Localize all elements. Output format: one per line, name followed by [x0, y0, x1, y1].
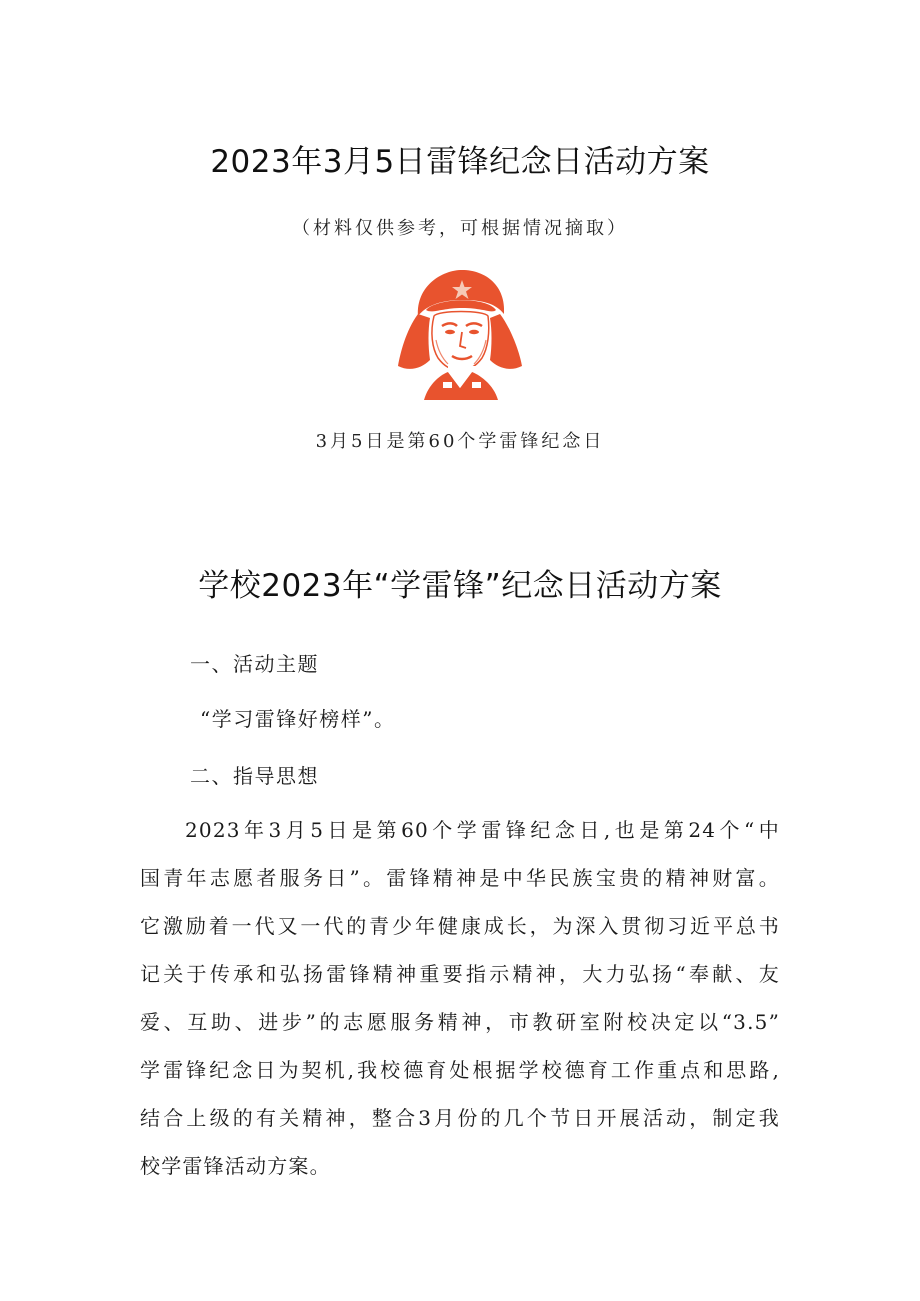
paragraph-line: 结合上级的有关精神，整合3月份的几个节日开展活动，制定我 — [140, 1106, 780, 1130]
paragraph-line: 校学雷锋活动方案。 — [140, 1154, 331, 1178]
activity-theme: “学习雷锋好榜样”。 — [200, 707, 396, 731]
section-heading-guiding-idea: 二、指导思想 — [190, 764, 319, 788]
paragraph-line: 爱、互助、进步”的志愿服务精神，市教研室附校决定以“3.5” — [140, 1010, 780, 1034]
paragraph-line: 学雷锋纪念日为契机,我校德育处根据学校德育工作重点和思路, — [140, 1058, 780, 1082]
paragraph-line: 2023年3月5日是第60个学雷锋纪念日,也是第24个“中 — [185, 818, 780, 842]
section-heading-theme: 一、活动主题 — [190, 652, 319, 676]
document-note: （材料仅供参考，可根据情况摘取） — [292, 218, 628, 239]
portrait-caption: 3月5日是第60个学雷锋纪念日 — [315, 431, 605, 452]
paragraph-line: 它激励着一代又一代的青少年健康成长，为深入贯彻习近平总书 — [140, 914, 780, 938]
paragraph-line: 国青年志愿者服务日”。雷锋精神是中华民族宝贵的精神财富。 — [140, 866, 780, 890]
lei-feng-portrait-icon — [396, 268, 524, 400]
document-title: 2023年3月5日雷锋纪念日活动方案 — [210, 144, 710, 180]
plan-title: 学校2023年“学雷锋”纪念日活动方案 — [198, 568, 722, 604]
paragraph-line: 记关于传承和弘扬雷锋精神重要指示精神，大力弘扬“奉献、友 — [140, 962, 780, 986]
